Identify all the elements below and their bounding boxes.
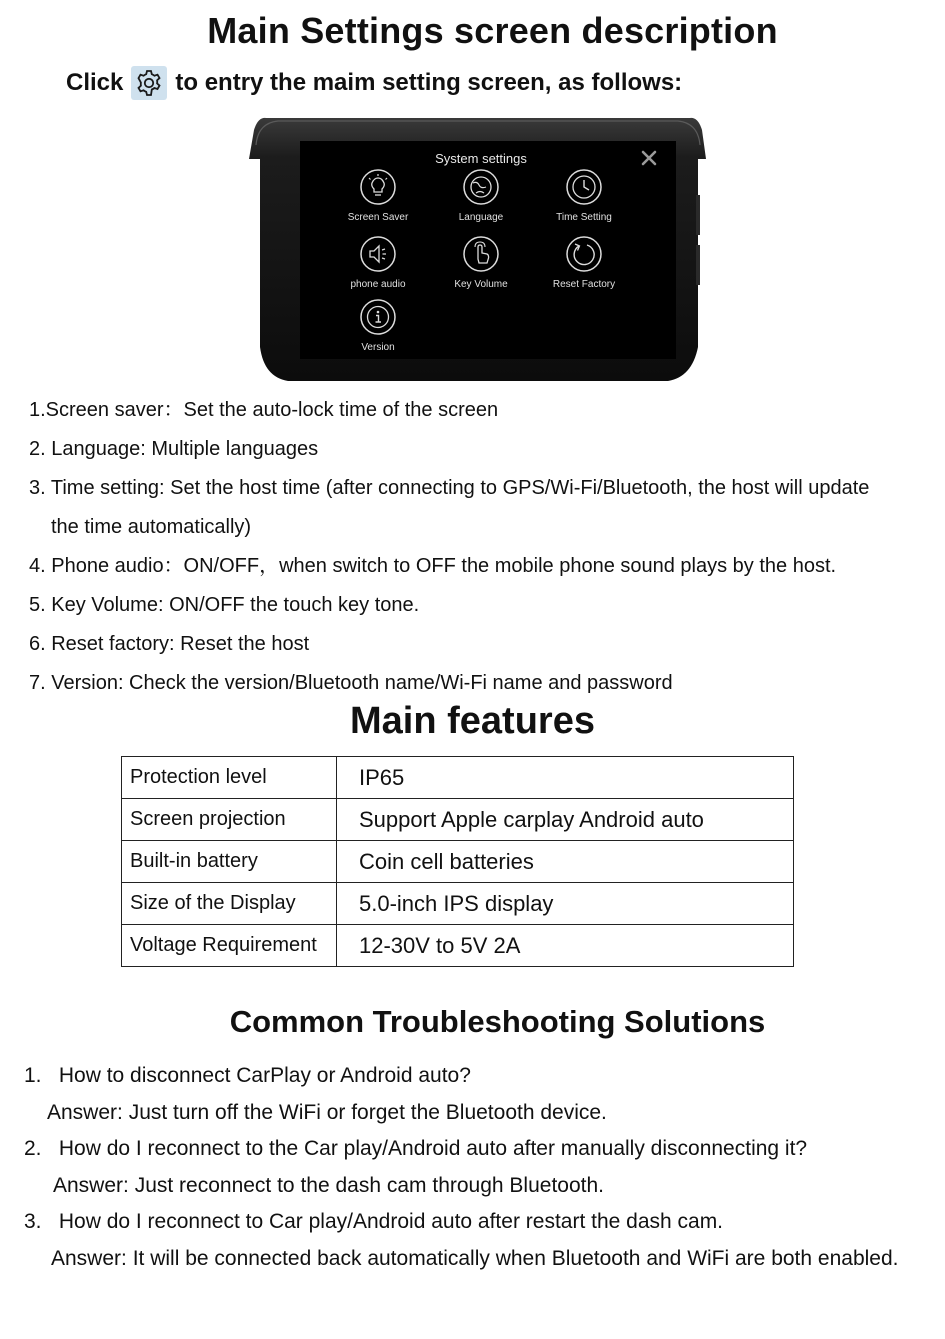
feature-key: Size of the Display	[122, 883, 337, 925]
setting-label: Version	[361, 342, 395, 353]
setting-language[interactable]	[441, 168, 521, 223]
faq-number: 1.	[24, 1064, 42, 1087]
table-row	[122, 757, 794, 799]
intro-before: Click	[66, 69, 124, 96]
close-icon[interactable]	[640, 149, 658, 172]
feature-value: Support Apple carplay Android auto	[337, 799, 794, 841]
intro-line	[66, 66, 682, 100]
faq-answer: Answer: Just reconnect to the dash cam through Bluetooth.	[53, 1173, 604, 1197]
faq-question-text: How do I reconnect to Car play/Android auto after restart the dash cam.	[58, 1210, 724, 1233]
faq-number: 2.	[24, 1137, 42, 1160]
features-table	[121, 756, 794, 967]
faq-answer: Answer: Just turn off the WiFi or forget the Bluetooth device.	[47, 1100, 607, 1124]
troubleshooting-heading: Common Troubleshooting Solutions	[229, 1004, 766, 1039]
setting-label: Reset Factory	[552, 279, 616, 290]
features-heading: Main features	[350, 700, 595, 742]
setting-label: phone audio	[350, 279, 406, 290]
list-item: the time automatically)	[51, 516, 252, 538]
table-row	[122, 925, 794, 967]
setting-label: Time Setting	[556, 212, 612, 223]
setting-label: Screen Saver	[347, 212, 409, 223]
gear-icon	[131, 66, 167, 100]
feature-value: 5.0-inch IPS display	[337, 883, 794, 925]
globe-icon	[462, 168, 500, 206]
list-item: 7. Version: Check the version/Bluetooth name/Wi-Fi name and password	[29, 672, 673, 694]
bulb-icon	[359, 168, 397, 206]
faq-question-text: How do I reconnect to the Car play/Android auto after manually disconnecting it?	[58, 1137, 808, 1160]
troubleshooting-list	[24, 1060, 898, 1279]
list-item: 5. Key Volume: ON/OFF the touch key tone.	[29, 594, 420, 616]
setting-version[interactable]	[338, 298, 418, 353]
touch-icon	[462, 235, 500, 273]
faq-question	[24, 1060, 898, 1097]
device-screen-title: System settings	[435, 151, 527, 166]
setting-label: Language	[458, 212, 504, 223]
faq-question	[24, 1206, 898, 1243]
list-item: 1.Screen saver：Set the auto-lock time of the screen	[29, 399, 499, 421]
settings-description-list	[29, 394, 869, 706]
feature-value: 12-30V to 5V 2A	[337, 925, 794, 967]
clock-icon	[565, 168, 603, 206]
feature-key: Built-in battery	[122, 841, 337, 883]
faq-question-text: How to disconnect CarPlay or Android auto?	[58, 1064, 471, 1087]
reset-icon	[565, 235, 603, 273]
speaker-icon	[359, 235, 397, 273]
feature-key: Protection level	[122, 757, 337, 799]
setting-screen-saver[interactable]	[338, 168, 418, 223]
faq-answer: Answer: It will be connected back automatically when Bluetooth and WiFi are both enabled.	[51, 1246, 899, 1270]
feature-value: Coin cell batteries	[337, 841, 794, 883]
info-icon	[359, 298, 397, 336]
dash-cam-device-image	[248, 115, 708, 383]
setting-phone-audio[interactable]	[338, 235, 418, 290]
setting-label: Key Volume	[454, 279, 508, 290]
feature-value: IP65	[337, 757, 794, 799]
feature-key: Voltage Requirement	[122, 925, 337, 967]
list-item: 2. Language: Multiple languages	[29, 438, 319, 460]
intro-after: to entry the maim setting screen, as follows:	[175, 69, 683, 96]
page-title: Main Settings screen description	[207, 10, 778, 51]
feature-key: Screen projection	[122, 799, 337, 841]
list-item: 3. Time setting: Set the host time (after connecting to GPS/Wi-Fi/Bluetooth, the host will update	[29, 477, 870, 499]
setting-time[interactable]	[544, 168, 624, 223]
table-row	[122, 841, 794, 883]
list-item: 6. Reset factory: Reset the host	[29, 633, 310, 655]
faq-number: 3.	[24, 1210, 42, 1233]
setting-key-volume[interactable]	[441, 235, 521, 290]
list-item: 4. Phone audio：ON/OFF，when switch to OFF the mobile phone sound plays by the host.	[29, 555, 837, 577]
faq-question	[24, 1133, 898, 1170]
table-row	[122, 883, 794, 925]
setting-reset-factory[interactable]	[544, 235, 624, 290]
table-row	[122, 799, 794, 841]
